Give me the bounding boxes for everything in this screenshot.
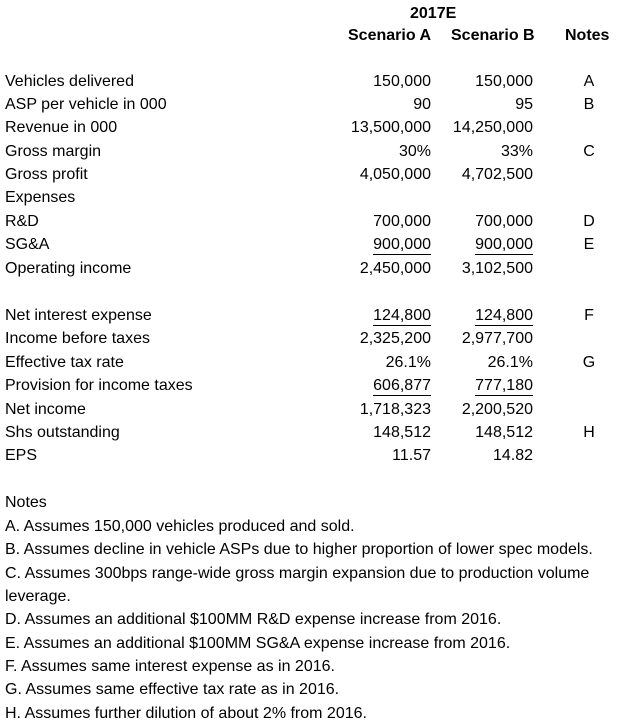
row-label: Effective tax rate <box>5 354 124 371</box>
scenario-b-value: 148,512 <box>475 424 533 441</box>
row-label: R&D <box>5 213 39 230</box>
scenario-b-value: 14,250,000 <box>452 119 533 136</box>
note-line: E. Assumes an additional $100MM SG&A expense increase from 2016. <box>5 635 511 652</box>
row-note: E <box>583 236 595 253</box>
scenario-a-value: 13,500,000 <box>350 119 431 136</box>
row-label: Income before taxes <box>5 330 150 347</box>
scenario-a-value: 900,000 <box>373 236 431 253</box>
row-note: B <box>583 96 595 113</box>
note-line: G. Assumes same effective tax rate as in 2016. <box>5 681 340 698</box>
scenario-a-header: Scenario A <box>348 27 431 44</box>
scenario-b-value: 150,000 <box>475 73 533 90</box>
row-label: Gross profit <box>5 166 88 183</box>
scenario-a-value: 1,718,323 <box>359 401 431 418</box>
notes-header: Notes <box>565 27 610 44</box>
scenario-a-value: 4,050,000 <box>359 166 431 183</box>
scenario-b-header: Scenario B <box>451 27 535 44</box>
scenario-b-value: 33% <box>500 143 533 160</box>
row-label: Provision for income taxes <box>5 377 193 394</box>
row-note: C <box>583 143 595 160</box>
note-line: H. Assumes further dilution of about 2% from 2016. <box>5 705 367 722</box>
row-label: Vehicles delivered <box>5 73 134 90</box>
row-note: A <box>583 73 595 90</box>
scenario-b-value: 4,702,500 <box>461 166 533 183</box>
note-line: C. Assumes 300bps range-wide gross margin expansion due to production volume <box>5 565 590 582</box>
scenario-b-value: 26.1% <box>487 354 533 371</box>
row-note: D <box>583 213 595 230</box>
scenario-a-value: 11.57 <box>392 447 431 464</box>
row-label: EPS <box>5 447 38 464</box>
scenario-b-value: 2,977,700 <box>461 330 533 347</box>
scenario-b-value: 3,102,500 <box>461 260 533 277</box>
row-label: ASP per vehicle in 000 <box>5 96 167 113</box>
scenario-b-value: 2,200,520 <box>461 401 533 418</box>
scenario-a-value: 150,000 <box>373 73 431 90</box>
row-label: Gross margin <box>5 143 102 160</box>
row-label: Revenue in 000 <box>5 119 118 136</box>
scenario-b-value: 900,000 <box>475 236 533 253</box>
row-label: Net income <box>5 401 86 418</box>
row-note: F <box>584 307 594 324</box>
scenario-a-value: 148,512 <box>373 424 431 441</box>
scenario-b-value: 14.82 <box>492 447 533 464</box>
scenario-a-value: 124,800 <box>373 307 431 324</box>
row-note: H <box>583 424 595 441</box>
row-label: Net interest expense <box>5 307 152 324</box>
note-line: A. Assumes 150,000 vehicles produced and sold. <box>5 518 355 535</box>
note-line: F. Assumes same interest expense as in 2016. <box>5 658 335 675</box>
year-header: 2017E <box>410 5 457 22</box>
row-label: Expenses <box>5 189 76 206</box>
scenario-a-value: 606,877 <box>373 377 431 394</box>
scenario-b-value: 95 <box>515 96 533 113</box>
scenario-b-value: 777,180 <box>475 377 533 394</box>
scenario-b-value: 700,000 <box>475 213 533 230</box>
note-line: B. Assumes decline in vehicle ASPs due to higher proportion of lower spec models. <box>5 541 593 558</box>
scenario-a-value: 90 <box>413 96 431 113</box>
row-label: Shs outstanding <box>5 424 120 441</box>
row-label: Operating income <box>5 260 132 277</box>
scenario-a-value: 2,450,000 <box>359 260 431 277</box>
scenario-b-value: 124,800 <box>475 307 533 324</box>
notes-title: Notes <box>5 494 47 511</box>
row-note: G <box>582 354 596 371</box>
note-line: D. Assumes an additional $100MM R&D expense increase from 2016. <box>5 611 502 628</box>
scenario-a-value: 30% <box>398 143 431 160</box>
scenario-a-value: 26.1% <box>385 354 431 371</box>
row-label: SG&A <box>5 236 50 253</box>
scenario-a-value: 700,000 <box>373 213 431 230</box>
scenario-a-value: 2,325,200 <box>359 330 431 347</box>
note-line: leverage. <box>5 588 71 605</box>
